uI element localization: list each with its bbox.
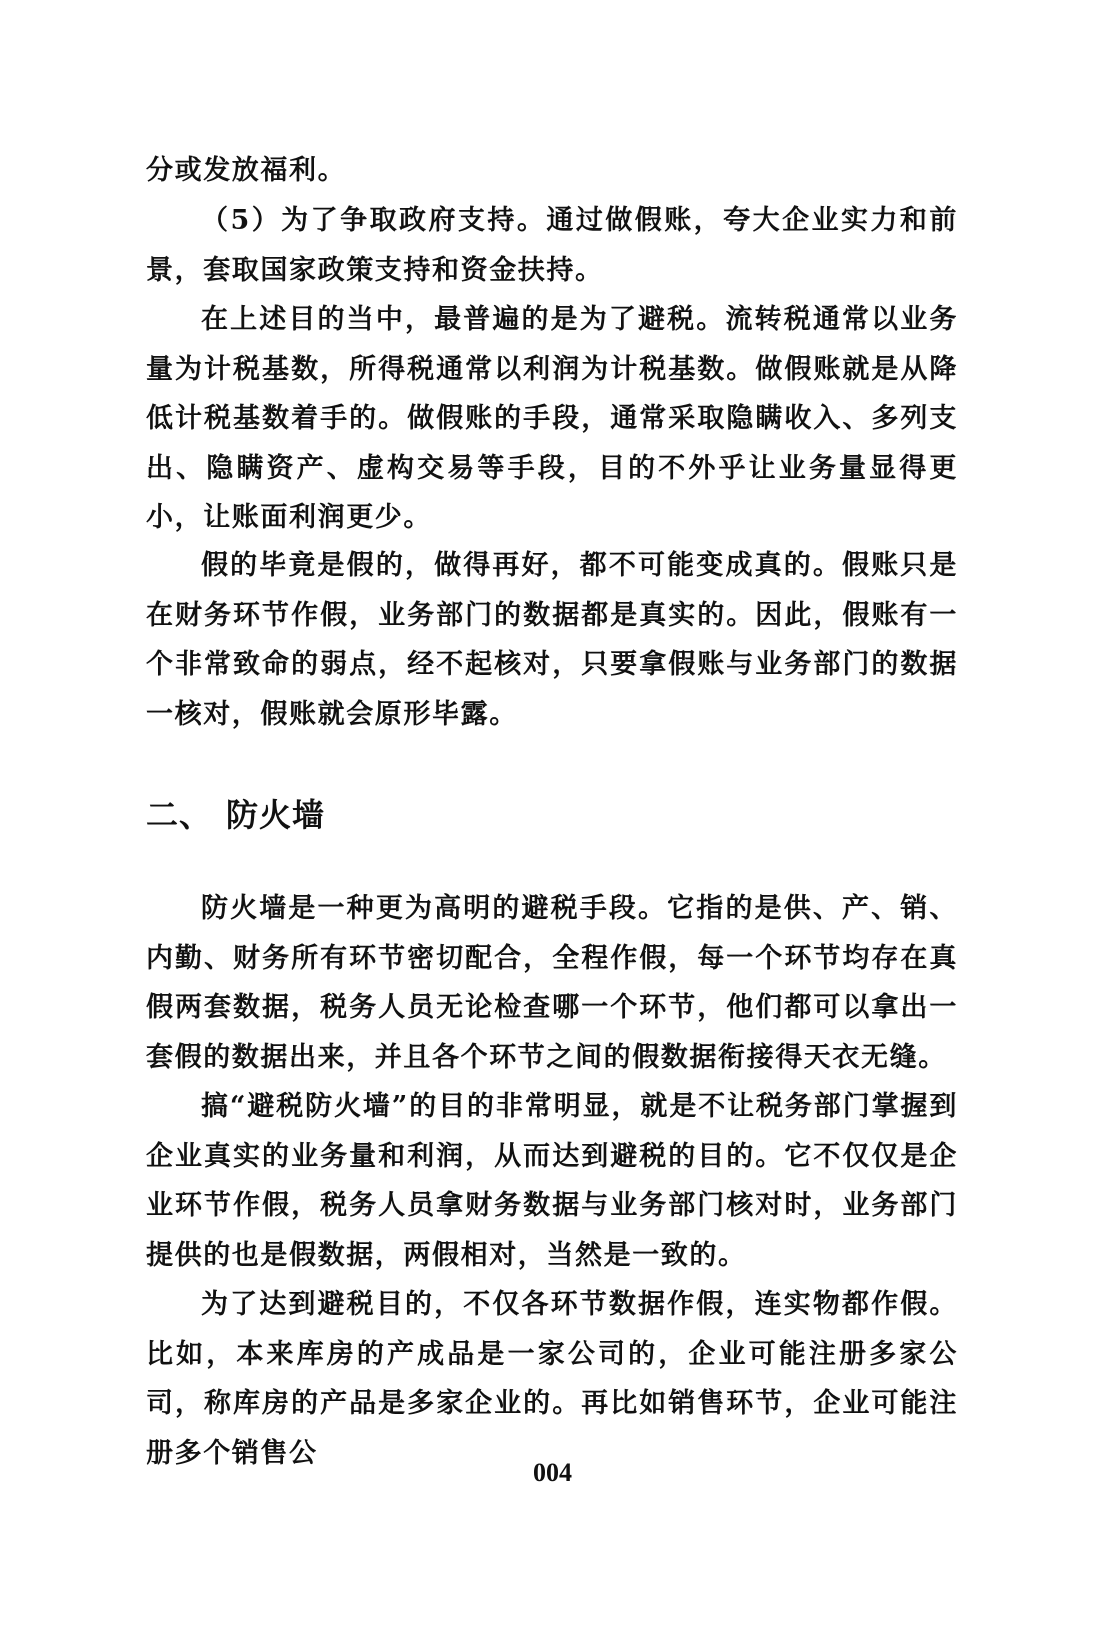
section-heading <box>146 790 325 836</box>
section-number: 二、 <box>146 796 213 834</box>
paragraph-firewall-purpose: 搞“避税防火墙”的目的非常明显，就是不让税务部门掌握到企业真实的业务量和利润，从而达到避税的目的。它不仅仅是企业环节作假，税务人员拿财务数据与业务部门核对时，业务部门提供的也是假数据，两假相对，当然是一致的。 <box>146 1091 958 1271</box>
paragraph-firewall-definition: 防火墙是一种更为高明的避税手段。它指的是供、产、销、内勤、财务所有环节密切配合，全程作假，每一个环节均存在真假两套数据，税务人员无论检查哪一个环节，他们都可以拿出一套假的数据出来，并且各个环节之间的假数据衔接得天衣无缝。 <box>146 893 958 1073</box>
paragraph-continuation: 分或发放福利。 <box>146 155 347 186</box>
paragraph-fake-accounts-weakness: 假的毕竟是假的，做得再好，都不可能变成真的。假账只是在财务环节作假，业务部门的数据都是真实的。因此，假账有一个非常致命的弱点，经不起核对，只要拿假账与业务部门的数据一核对，假账就会原形毕露。 <box>146 550 958 730</box>
paragraph-government-support: （5）为了争取政府支持。通过做假账，夸大企业实力和前景，套取国家政策支持和资金扶持。 <box>146 205 958 286</box>
paragraph-physical-fakes: 为了达到避税目的，不仅各环节数据作假，连实物都作假。比如，本来库房的产成品是一家公司的，企业可能注册多家公司，称库房的产品是多家企业的。再比如销售环节，企业可能注册多个销售公 <box>146 1289 958 1469</box>
page-number: 004 <box>533 1458 572 1487</box>
paragraph-tax-avoidance: 在上述目的当中，最普遍的是为了避税。流转税通常以业务量为计税基数，所得税通常以利润为计税基数。做假账就是从降低计税基数着手的。做假账的手段，通常采取隐瞒收入、多列支出、隐瞒资产、虚构交易等手段，目的不外乎让业务量显得更小，让账面利润更少。 <box>146 304 958 533</box>
section-title: 防火墙 <box>226 796 326 834</box>
